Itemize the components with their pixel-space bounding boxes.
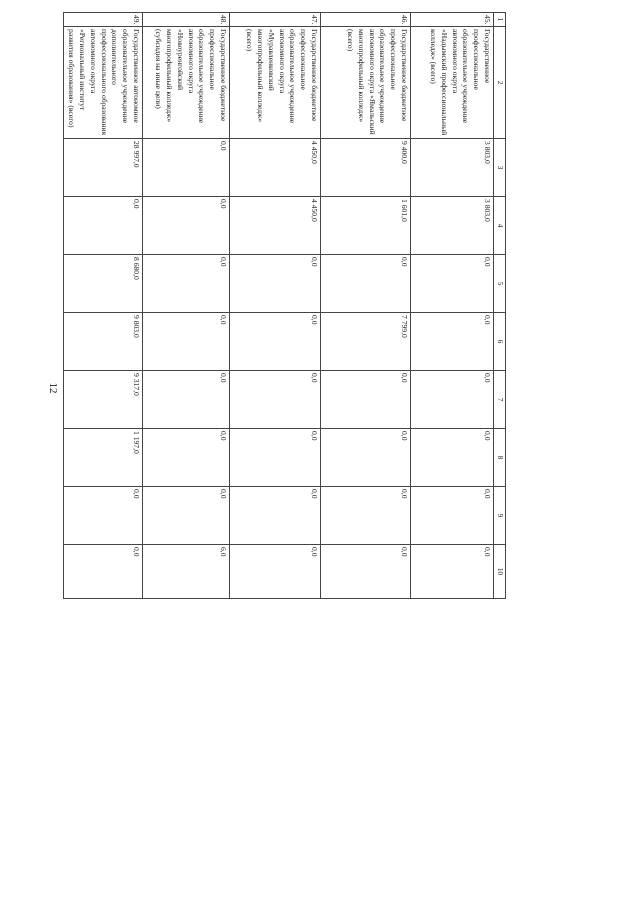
value-cell: 1 601,0 xyxy=(321,197,411,255)
value-cell: 3 803,0 xyxy=(411,139,494,197)
institution-name: Государственное автономное образовательное учреждение дополнительного профессионального образования автономного округа «Региональный институт развития образования» (всего) xyxy=(64,27,143,139)
rotated-table-area xyxy=(67,12,506,598)
header-cell: 4 xyxy=(494,197,506,255)
value-cell: 3 803,0 xyxy=(411,197,494,255)
value-cell: 0,0 xyxy=(411,429,494,487)
header-row xyxy=(494,13,506,599)
table-row xyxy=(321,13,411,599)
header-cell: 5 xyxy=(494,255,506,313)
row-number: 47. xyxy=(230,13,321,27)
value-cell: 0,0 xyxy=(321,371,411,429)
value-cell: 4 450,0 xyxy=(230,139,321,197)
header-cell: 7 xyxy=(494,371,506,429)
value-cell: 0,0 xyxy=(143,371,230,429)
table-row xyxy=(411,13,494,599)
value-cell: 6,0 xyxy=(143,545,230,599)
value-cell: 0,0 xyxy=(143,255,230,313)
value-cell: 0,0 xyxy=(230,545,321,599)
value-cell: 0,0 xyxy=(230,371,321,429)
institution-name: Государственное бюджетное профессиональное образовательное учреждение автономного округа «Муравленковский многопрофильный колледж» (всего) xyxy=(230,27,321,139)
table-row xyxy=(143,13,230,599)
budget-table xyxy=(63,12,506,599)
value-cell: 0,0 xyxy=(321,487,411,545)
table-row xyxy=(230,13,321,599)
value-cell: 0,0 xyxy=(230,487,321,545)
value-cell: 0,0 xyxy=(321,255,411,313)
value-cell: 0,0 xyxy=(143,313,230,371)
value-cell: 9 400,0 xyxy=(321,139,411,197)
header-cell: 6 xyxy=(494,313,506,371)
value-cell: 0,0 xyxy=(143,139,230,197)
header-cell: 1 xyxy=(494,13,506,27)
value-cell: 7 799,0 xyxy=(321,313,411,371)
value-cell: 0,0 xyxy=(143,487,230,545)
table-row xyxy=(64,13,143,599)
value-cell: 0,0 xyxy=(230,255,321,313)
value-cell: 0,0 xyxy=(64,197,143,255)
value-cell: 0,0 xyxy=(321,545,411,599)
header-cell: 8 xyxy=(494,429,506,487)
value-cell: 0,0 xyxy=(230,429,321,487)
value-cell: 9 803,0 xyxy=(64,313,143,371)
value-cell: 1 197,0 xyxy=(64,429,143,487)
header-cell: 9 xyxy=(494,487,506,545)
value-cell: 0,0 xyxy=(321,429,411,487)
institution-name: Государственное профессиональное образовательное учреждение автономного округа «Надымский профессиональный колледж» (всего) xyxy=(411,27,494,139)
value-cell: 0,0 xyxy=(411,545,494,599)
value-cell: 0,0 xyxy=(64,545,143,599)
value-cell: 28 997,0 xyxy=(64,139,143,197)
value-cell: 0,0 xyxy=(143,429,230,487)
header-cell: 3 xyxy=(494,139,506,197)
value-cell: 9 317,0 xyxy=(64,371,143,429)
value-cell: 0,0 xyxy=(411,313,494,371)
institution-name: Государственное бюджетное профессиональное образовательное учреждение автономного округа «Ямальский многопрофильный колледж» (всего) xyxy=(321,27,411,139)
row-number: 48. xyxy=(143,13,230,27)
value-cell: 0,0 xyxy=(411,487,494,545)
value-cell: 8 680,0 xyxy=(64,255,143,313)
value-cell: 0,0 xyxy=(230,313,321,371)
row-number: 49. xyxy=(64,13,143,27)
header-cell: 2 xyxy=(494,27,506,139)
page-number: 12 xyxy=(47,382,59,394)
value-cell: 0,0 xyxy=(143,197,230,255)
value-cell: 4 450,0 xyxy=(230,197,321,255)
row-number: 45. xyxy=(411,13,494,27)
value-cell: 0,0 xyxy=(411,371,494,429)
header-cell: 10 xyxy=(494,545,506,599)
value-cell: 0,0 xyxy=(64,487,143,545)
row-number: 46. xyxy=(321,13,411,27)
rotated-table-container xyxy=(67,12,506,598)
value-cell: 0,0 xyxy=(411,255,494,313)
institution-name: Государственное бюджетное профессиональное образовательное учреждение автономного округа «Новоуренгойский многопрофильный колледж» (субсидия на иные цели) xyxy=(143,27,230,139)
